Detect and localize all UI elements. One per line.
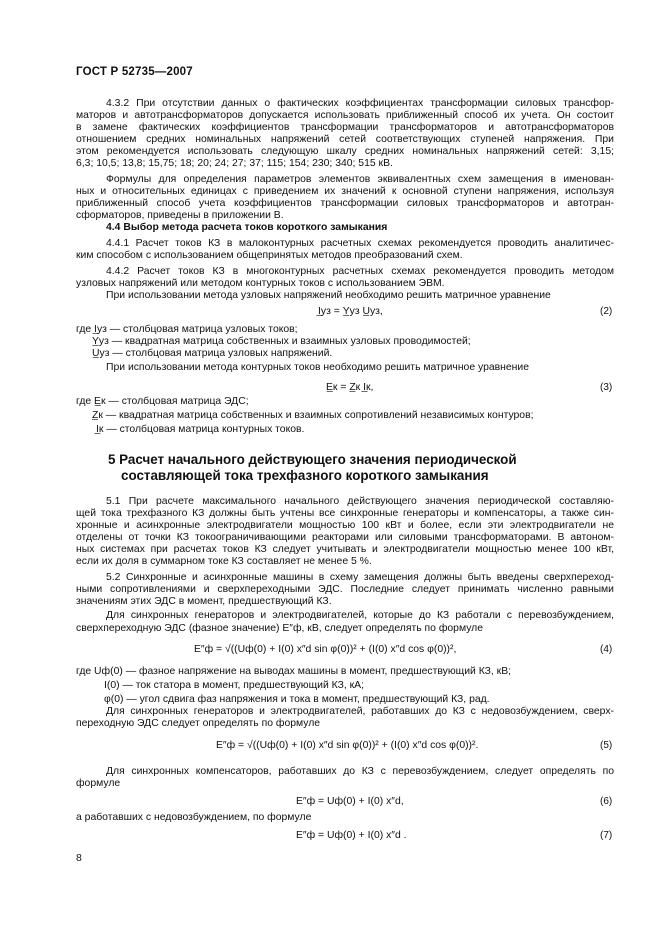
text-line: 5.1 При расчете максимального начального действующего значения периодической составляю- (106, 496, 614, 507)
text-line: Для синхронных компенсаторов, работавших до КЗ с перевозбуждением, следует определять по (106, 766, 614, 777)
text-line: где E̲к — столбцовая матрица ЭДС; (76, 396, 249, 407)
text-line: При использовании метода контурных токов необходимо решить матричное уравнение (106, 362, 529, 373)
text-line: Z̲к — квадратная матрица собственных и взаимных сопротивлений независимых контуров; (92, 410, 534, 421)
text-line: ким способом с использованием общепринятых методов преобразований схем. (76, 250, 463, 261)
section-5-heading-line-2: составляющей тока трехфазного короткого замыкания (121, 468, 489, 483)
text-line: в замене фактических коэффициентов трансформации трансформаторов и автотрансформаторов (76, 122, 614, 133)
text-line: Для синхронных генераторов и электродвигателей, которые до КЗ работали с перевозбуждением, (106, 610, 614, 621)
text-line: значениям этих ЭДС в момент, предшествующий КЗ. (76, 596, 332, 607)
text-line: U̲уз — столбцовая матрица узловых напряжений. (92, 348, 333, 359)
text-line: 4.4.2 Расчет токов КЗ в многоконтурных расчетных схемах рекомендуется проводить методом (106, 266, 614, 277)
text-line: где Uф(0) — фазное напряжение на выводах машины в момент, предшествующий КЗ, кВ; (76, 666, 512, 677)
text-line: При использовании метода узловых напряжений необходимо решить матричное уравнение (106, 290, 551, 301)
equation-number: (7) (600, 830, 613, 841)
text-line: отношением средних номинальных напряжений сетей соответствующих ступеней напряжения. При (76, 134, 614, 145)
document-header: ГОСТ Р 52735—2007 (76, 66, 193, 78)
text-line: если их доля в суммарном токе КЗ составляет не менее 5 %. (76, 556, 372, 567)
text-line: где I̲уз — столбцовая матрица узловых токов; (76, 324, 298, 335)
text-line: этом рекомендуется использовать следующую шкалу средних номинальных напряжений сетей: 3,15; (76, 146, 614, 157)
text-line: формуле (76, 778, 121, 789)
text-line: сверхпереходную ЭДС (фазное значение) E″ф, кВ, следует определять по формуле (76, 623, 484, 634)
text-line: узловых напряжений или методом контурных токов с использованием ЭВМ. (76, 278, 445, 289)
text-line: маторов и автотрансформаторов допускается использовать приближенный способ их учета. Он состоит (76, 110, 614, 121)
text-line: φ(0) — угол сдвига фаз напряжения и тока в момент, предшествующий КЗ, рад. (104, 694, 490, 705)
text-line: ными сопротивлениями и сверхпереходными ЭДС. Последние следует принимать численно равными (76, 584, 614, 595)
text-line: I(0) — ток статора в момент, предшествующий КЗ, кА; (104, 680, 364, 691)
text-line: I̲к — столбцовая матрица контурных токов. (96, 424, 305, 435)
text-line: ных системах при расчетах токов КЗ следует учитывать и электродвигатели мощностью менее 100 кВт, (76, 544, 614, 555)
text-line: 4.3.2 При отсутствии данных о фактических коэффициентах трансформации силовых трансфор- (106, 98, 614, 109)
equation-7: E″ф = Uф(0) + I(0) x″d . (296, 830, 407, 841)
text-line: переходную ЭДС следует определять по формуле (76, 718, 321, 729)
equation-number: (3) (600, 382, 613, 393)
text-line: 4.4.1 Расчет токов КЗ в малоконтурных расчетных схемах рекомендуется проводить аналитичес- (106, 238, 614, 249)
text-line: отделены от точки КЗ токоограничивающими реакторами или силовыми трансформаторами. В автоном- (76, 532, 614, 543)
text-line: щей тока трехфазного КЗ должны быть учтены все синхронные генераторы и компенсаторы, а также син- (76, 508, 614, 519)
section-5-heading-line-1: 5 Расчет начального действующего значения периодической (108, 452, 517, 467)
equation-number: (6) (600, 796, 613, 807)
equation-5: E″ф = √((Uф(0) + I(0) x″d sin φ(0))² + (I(0) x″d cos φ(0))². (216, 740, 479, 751)
text-line: хронные и асинхронные электродвигатели мощностью 100 кВт и более, если эти электродвигатели не (76, 520, 614, 531)
equation-number: (4) (600, 644, 613, 655)
equation-number: (2) (600, 306, 613, 317)
text-line: 4.4 Выбор метода расчета токов короткого замыкания (106, 222, 388, 233)
equation-3: E̲к = Z̲к I̲к, (326, 382, 374, 393)
text-line: 5.2 Синхронные и асинхронные машины в схему замещения должны быть введены сверхпереход- (106, 572, 614, 583)
text-line: Y̲уз — квадратная матрица собственных и взаимных узловых проводимостей; (92, 336, 471, 347)
page-number: 8 (76, 852, 82, 864)
equation-4: E″ф = √((Uф(0) + I(0) x″d sin φ(0))² + (I(0) x″d cos φ(0))², (194, 644, 457, 655)
text-line: а работавших с недовозбуждением, по формуле (76, 812, 312, 823)
text-line: сформаторов, приведены в приложении В. (76, 210, 284, 221)
equation-6: E″ф = Uф(0) + I(0) x″d, (296, 796, 404, 807)
text-line: Формулы для определения параметров элементов эквивалентных схем замещения в именован- (106, 174, 614, 185)
text-line: приближенный способ учета коэффициентов трансформации силовых трансформаторов и автотран- (76, 198, 614, 209)
equation-number: (5) (600, 740, 613, 751)
equation-2: I̲уз = Y̲уз U̲уз, (318, 306, 383, 317)
text-line: Для синхронных генераторов и электродвигателей, работавших до КЗ с недовозбуждением, сверх- (106, 706, 614, 717)
text-line: 6,3; 10,5; 13,8; 15,75; 18; 20; 24; 27; 37; 115; 154; 230; 340; 515 кВ. (76, 158, 393, 169)
text-line: ных и относительных единицах с приведением их значений к основной ступени напряжения, используя (76, 186, 614, 197)
